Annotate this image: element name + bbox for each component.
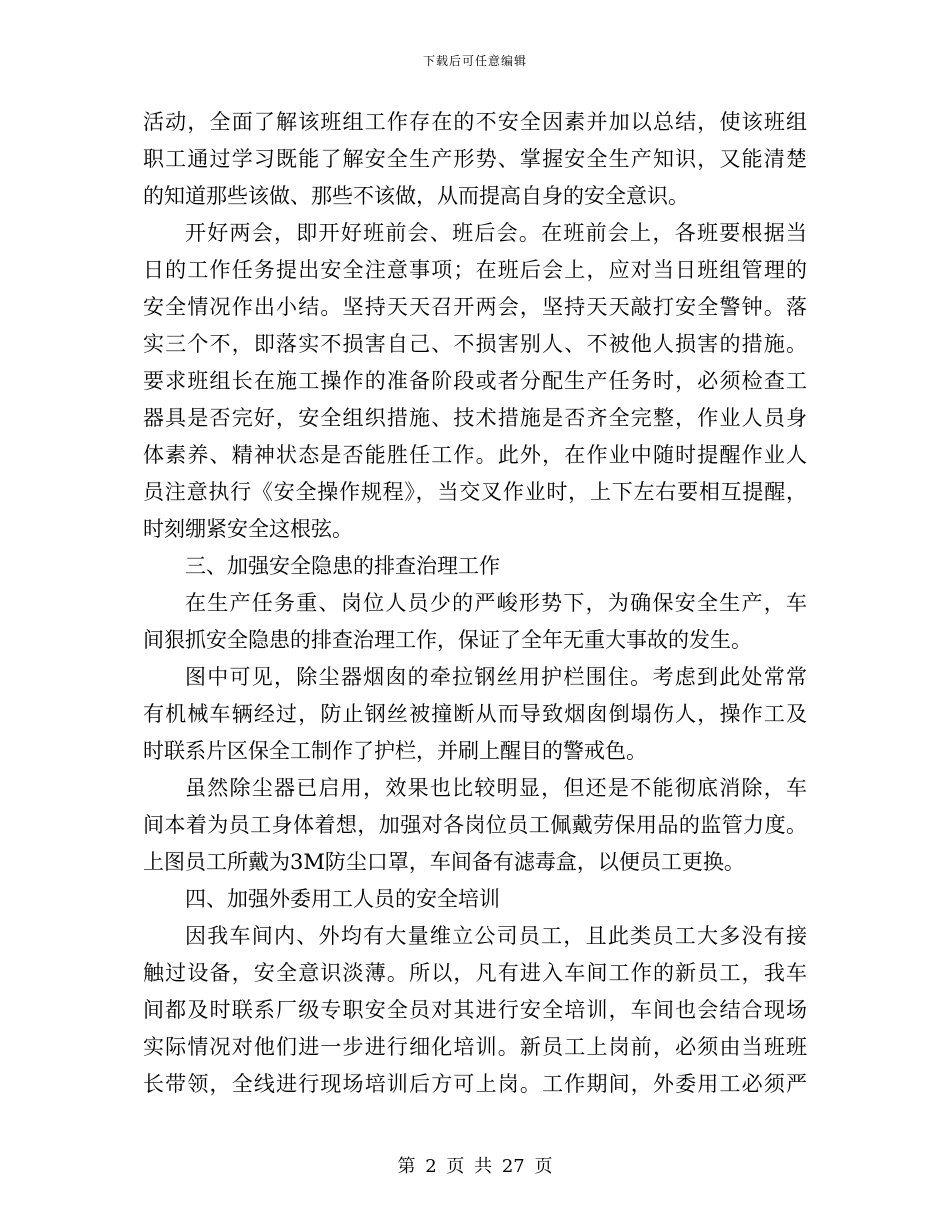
text-line: 有机械车辆经过，防止钢丝被撞断从而导致烟囱倒塌伤人，操作工及 <box>143 702 807 726</box>
text-line: 的知道那些该做、那些不该做，从而提高自身的安全意识。 <box>143 184 689 208</box>
text-line: 器具是否完好，安全组织措施、技术措施是否齐全完整，作业人员身 <box>143 406 807 430</box>
text-line: 开好两会，即开好班前会、班后会。在班前会上，各班要根据当 <box>185 221 807 245</box>
text-line: 间都及时联系厂级专职安全员对其进行安全培训，车间也会结合现场 <box>143 998 807 1022</box>
text-line: 间狠抓安全隐患的排查治理工作，保证了全年无重大事故的发生。 <box>143 628 752 652</box>
text-line: 安全情况作出小结。坚持天天召开两会，坚持天天敲打安全警钟。落 <box>143 295 807 319</box>
text-line: 图中可见，除尘器烟囱的牵拉钢丝用护栏围住。考虑到此处常常 <box>185 665 807 689</box>
text-line: 员注意执行《安全操作规程》，当交叉作业时，上下左右要相互提醒， <box>143 480 807 504</box>
text-line: 时联系片区保全工制作了护栏，并刷上醒目的警戒色。 <box>143 739 647 763</box>
text-line: 日的工作任务提出安全注意事项；在班后会上，应对当日班组管理的 <box>143 258 807 282</box>
text-line: 体素养、精神状态是否能胜任工作。此外，在作业中随时提醒作业人 <box>143 443 807 467</box>
text-line: 职工通过学习既能了解安全生产形势、掌握安全生产知识，又能清楚 <box>143 147 807 171</box>
text-line: 四、加强外委用工人员的安全培训 <box>185 887 500 911</box>
text-line: 上图员工所戴为3M防尘口罩，车间备有滤毒盒，以便员工更换。 <box>143 850 745 874</box>
text-line: 间本着为员工身体着想，加强对各岗位员工佩戴劳保用品的监管力度。 <box>143 813 807 837</box>
text-line: 因我车间内、外均有大量维立公司员工，且此类员工大多没有接 <box>185 924 807 948</box>
text-line: 要求班组长在施工操作的准备阶段或者分配生产任务时，必须检查工 <box>143 369 807 393</box>
text-line: 触过设备，安全意识淡薄。所以，凡有进入车间工作的新员工，我车 <box>143 961 807 985</box>
page-footer: 第 2 页 共 27 页 <box>397 1156 553 1177</box>
text-line: 实际情况对他们进一步进行细化培训。新员工上岗前，必须由当班班 <box>143 1035 807 1059</box>
text-line: 活动，全面了解该班组工作存在的不安全因素并加以总结，使该班组 <box>143 110 807 134</box>
text-line: 虽然除尘器已启用，效果也比较明显，但还是不能彻底消除，车 <box>185 776 807 800</box>
text-line: 时刻绷紧安全这根弦。 <box>143 517 353 541</box>
text-line: 长带领，全线进行现场培训后方可上岗。工作期间，外委用工必须严 <box>143 1072 807 1096</box>
document-body <box>143 104 807 1103</box>
text-line: 实三个不，即落实不损害自己、不损害别人、不被他人损害的措施。 <box>143 332 807 356</box>
page-header: 下载后可任意编辑 <box>422 54 527 68</box>
text-line: 三、加强安全隐患的排查治理工作 <box>185 554 500 578</box>
text-line: 在生产任务重、岗位人员少的严峻形势下，为确保安全生产，车 <box>185 591 807 615</box>
